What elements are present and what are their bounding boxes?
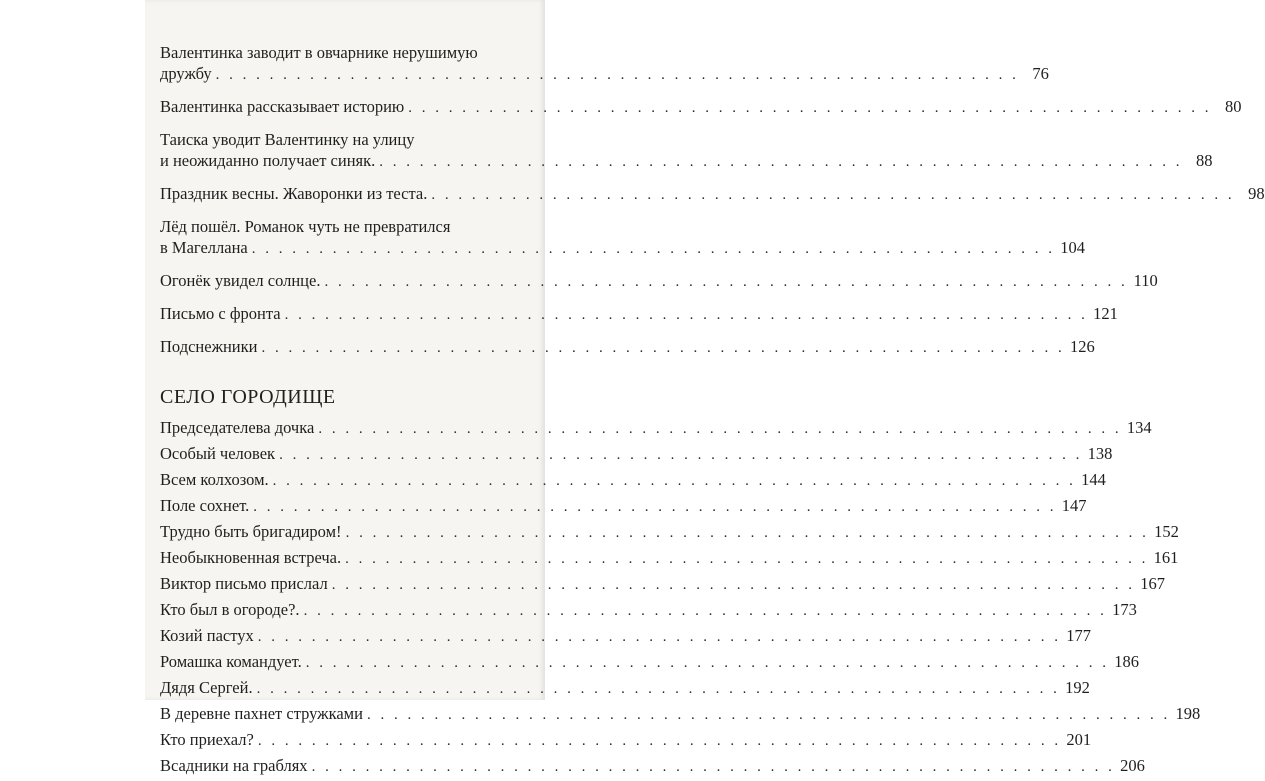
dot-leader: . . . . . . . . . . . . . . . . . . . . . . . . . . . . . . . . . . . . . . . . . . . . . . . . . . . . . . . . . . . . (408, 100, 1212, 116)
toc-entry-row (160, 677, 1090, 700)
table-of-contents (160, 42, 1265, 781)
dot-leader: . . . . . . . . . . . . . . . . . . . . . . . . . . . . . . . . . . . . . . . . . . . . . . . . . . . . . . . . . . . . (303, 603, 1107, 619)
toc-page-number: 192 (1065, 678, 1090, 697)
toc-entry (160, 303, 1118, 326)
toc-page-number: 98 (1248, 184, 1265, 203)
toc-page-number: 126 (1069, 337, 1095, 356)
toc-entry (160, 270, 1158, 293)
toc-entry-row (160, 303, 1118, 326)
toc-page-number: 206 (1120, 756, 1145, 775)
toc-entry-row (160, 63, 1049, 86)
toc-entry-title: Особый человек (160, 444, 276, 463)
toc-page-number: 144 (1081, 470, 1106, 489)
dot-leader: . . . . . . . . . . . . . . . . . . . . . . . . . . . . . . . . . . . . . . . . . . . . . . . . . . . . . . . . . . . . (318, 421, 1122, 437)
toc-entry (160, 547, 1179, 570)
toc-entry-row (160, 755, 1145, 778)
toc-entry (160, 521, 1179, 544)
toc-page-number: 134 (1126, 418, 1152, 437)
dot-leader: . . . . . . . . . . . . . . . . . . . . . . . . . . . . . . . . . . . . . . . . . . . . . . . . . . . . . . . . . . . . (324, 274, 1128, 290)
toc-entry (160, 625, 1091, 648)
toc-entry-title: в Магеллана (160, 238, 248, 257)
toc-entry-title: Виктор письмо прислал (160, 574, 328, 593)
toc-entry-row (160, 96, 1242, 119)
toc-entry (160, 729, 1092, 752)
toc-entry (160, 599, 1137, 622)
toc-entry-title: Председателева дочка (160, 418, 315, 437)
toc-page-number: 161 (1153, 548, 1179, 567)
toc-entry-title: Кто был в огороде?. (160, 600, 300, 619)
toc-entry-row (160, 336, 1095, 359)
toc-entry-row (160, 599, 1137, 622)
toc-page-number: 198 (1175, 704, 1201, 723)
toc-entry-title: Трудно быть бригадиром! (160, 522, 342, 541)
toc-page-number: 121 (1093, 304, 1118, 323)
toc-entry-title: Валентинка рассказывает историю (160, 97, 405, 116)
toc-entry-row (160, 729, 1092, 752)
dot-leader: . . . . . . . . . . . . . . . . . . . . . . . . . . . . . . . . . . . . . . . . . . . . . . . . . . . . . . . . . . . . (331, 577, 1135, 593)
dot-leader: . . . . . . . . . . . . . . . . . . . . . . . . . . . . . . . . . . . . . . . . . . . . . . . . . . . . . . . . . . . . (272, 473, 1076, 489)
toc-entry (160, 495, 1087, 518)
toc-entry-row (160, 443, 1113, 466)
toc-entry-title: Поле сохнет. (160, 496, 250, 515)
toc-entry (160, 417, 1152, 440)
toc-entry (160, 755, 1145, 778)
toc-entry-row (160, 651, 1139, 674)
toc-entry-row (160, 469, 1106, 492)
toc-page-number: 76 (1032, 64, 1049, 83)
toc-entry-row (160, 703, 1201, 726)
dot-leader: . . . . . . . . . . . . . . . . . . . . . . . . . . . . . . . . . . . . . . . . . . . . . . . . . . . . . . . . . . . . (284, 307, 1088, 323)
dot-leader: . . . . . . . . . . . . . . . . . . . . . . . . . . . . . . . . . . . . . . . . . . . . . . . . . . . . . . . . . . . . (279, 447, 1083, 463)
dot-leader: . . . . . . . . . . . . . . . . . . . . . . . . . . . . . . . . . . . . . . . . . . . . . . . . . . . . . . . . . . . . (305, 655, 1109, 671)
toc-page-number: 173 (1112, 600, 1137, 619)
dot-leader: . . . . . . . . . . . . . . . . . . . . . . . . . . . . . . . . . . . . . . . . . . . . . . . . . . . . . . . . . . . . (257, 629, 1061, 645)
toc-page-number: 186 (1114, 652, 1139, 671)
dot-leader: . . . . . . . . . . . . . . . . . . . . . . . . . . . . . . . . . . . . . . . . . . . . . . . . . . . . . . . . . . . . (311, 759, 1115, 775)
dot-leader: . . . . . . . . . . . . . . . . . . . . . . . . . . . . . . . . . . . . . . . . . . . . . . . . . . . . . . . . . . . . (366, 707, 1171, 723)
toc-page-number: 138 (1087, 444, 1113, 463)
toc-entry-title: Всем колхозом. (160, 470, 269, 489)
toc-page-number: 177 (1066, 626, 1091, 645)
toc-entry (160, 42, 1049, 86)
toc-entry (160, 651, 1139, 674)
toc-entry-row (160, 270, 1158, 293)
toc-entry-title: Праздник весны. Жаворонки из теста. (160, 184, 428, 203)
toc-entry (160, 336, 1095, 359)
section-title: СЕЛО ГОРОДИЩЕ (160, 386, 336, 408)
toc-page-number: 88 (1196, 151, 1213, 170)
toc-entry-title: Подснежники (160, 337, 258, 356)
toc-entry-title: В деревне пахнет стружками (160, 704, 363, 723)
toc-entry-title: и неожиданно получает синяк. (160, 151, 376, 170)
toc-entry-row (160, 237, 1085, 260)
toc-entry-title-line: Таиска уводит Валентинку на улицу (160, 130, 415, 149)
toc-entry-title: Необыкновенная встреча. (160, 548, 342, 567)
toc-entry-title: Огонёк увидел солнце. (160, 271, 321, 290)
toc-entry-title: Письмо с фронта (160, 304, 281, 323)
toc-page-number: 201 (1066, 730, 1092, 749)
dot-leader: . . . . . . . . . . . . . . . . . . . . . . . . . . . . . . . . . . . . . . . . . . . . . . . . . . . . . . . . . . . . (261, 340, 1065, 356)
dot-leader: . . . . . . . . . . . . . . . . . . . . . . . . . . . . . . . . . . . . . . . . . . . . . . . . . . . . . . . . . . . . (251, 241, 1055, 257)
toc-entry-row (160, 417, 1152, 440)
toc-entry-row (160, 521, 1179, 544)
toc-page-number: 147 (1061, 496, 1087, 515)
toc-entry-title: Ромашка командует. (160, 652, 302, 671)
dot-leader: . . . . . . . . . . . . . . . . . . . . . . . . . . . . . . . . . . . . . . . . . . . . . . . . . . . . . . . . . . . . (379, 154, 1183, 170)
toc-entry-title: Кто приехал? (160, 730, 254, 749)
toc-page-number: 167 (1140, 574, 1165, 593)
toc-entry (160, 703, 1201, 726)
toc-entry (160, 469, 1106, 492)
toc-page-number: 104 (1060, 238, 1085, 257)
toc-entry (160, 183, 1265, 206)
dot-leader: . . . . . . . . . . . . . . . . . . . . . . . . . . . . . . . . . . . . . . . . . . . . . . . . . . . . . . . . . . . . (345, 551, 1149, 567)
toc-part-1 (160, 42, 1265, 359)
toc-entry-row (160, 573, 1165, 596)
toc-entry-row (160, 625, 1091, 648)
dot-leader: . . . . . . . . . . . . . . . . . . . . . . . . . . . . . . . . . . . . . . . . . . . . . . . . . . . . . . . . . . . . (215, 67, 1019, 83)
toc-entry-title-line: Лёд пошёл. Романок чуть не превратился (160, 217, 451, 236)
toc-entry (160, 216, 1085, 260)
toc-entry-title-line: Валентинка заводит в овчарнике нерушимую (160, 43, 478, 62)
toc-entry-row (160, 495, 1087, 518)
toc-entry-row (160, 150, 1213, 173)
toc-page-number: 110 (1133, 271, 1158, 290)
toc-entry (160, 443, 1113, 466)
toc-entry-title: Всадники на граблях (160, 756, 308, 775)
toc-entry (160, 96, 1242, 119)
toc-page-number: 152 (1154, 522, 1179, 541)
dot-leader: . . . . . . . . . . . . . . . . . . . . . . . . . . . . . . . . . . . . . . . . . . . . . . . . . . . . . . . . . . . . (431, 187, 1235, 203)
toc-part-2 (160, 417, 1201, 778)
toc-entry (160, 573, 1165, 596)
toc-entry-title: дружбу (160, 64, 212, 83)
dot-leader: . . . . . . . . . . . . . . . . . . . . . . . . . . . . . . . . . . . . . . . . . . . . . . . . . . . . . . . . . . . . (256, 681, 1060, 697)
toc-entry (160, 129, 1213, 173)
dot-leader: . . . . . . . . . . . . . . . . . . . . . . . . . . . . . . . . . . . . . . . . . . . . . . . . . . . . . . . . . . . . (257, 733, 1062, 749)
toc-entry-title: Козий пастух (160, 626, 254, 645)
dot-leader: . . . . . . . . . . . . . . . . . . . . . . . . . . . . . . . . . . . . . . . . . . . . . . . . . . . . . . . . . . . . (345, 525, 1149, 541)
toc-entry-title: Дядя Сергей. (160, 678, 253, 697)
dot-leader: . . . . . . . . . . . . . . . . . . . . . . . . . . . . . . . . . . . . . . . . . . . . . . . . . . . . . . . . . . . . (253, 499, 1057, 515)
toc-page-number: 80 (1224, 97, 1242, 116)
toc-entry-row (160, 547, 1179, 570)
toc-entry (160, 677, 1090, 700)
toc-entry-row (160, 183, 1265, 206)
